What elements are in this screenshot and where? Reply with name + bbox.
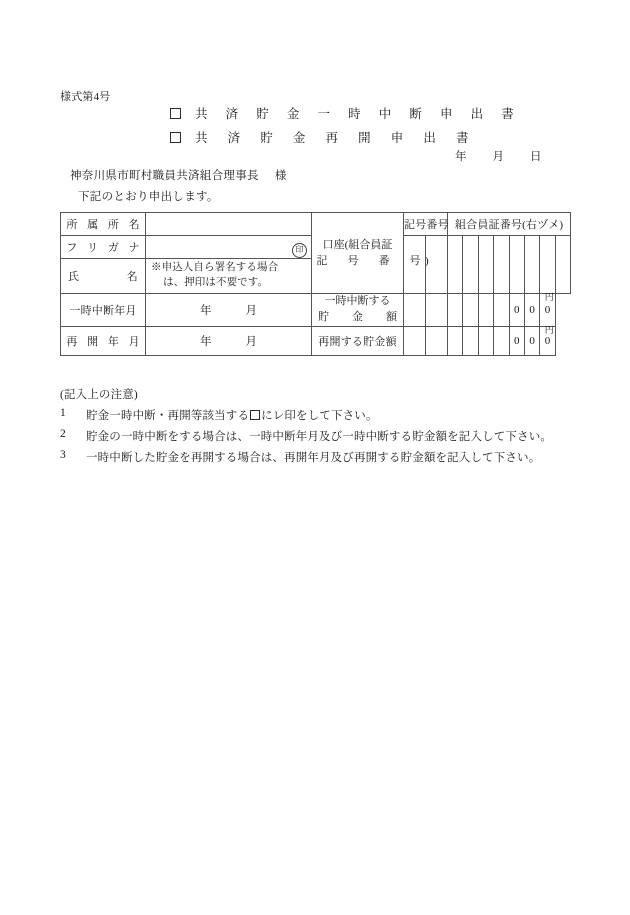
cell-suspend-amount-label — [312, 294, 404, 327]
cell-resume-amt-7: 0 — [509, 326, 524, 355]
suspend-amount-label-line1: 一時中断する — [324, 295, 391, 307]
instruction-3-text: 一時中断した貯金を再開する場合は、再開年月及び再開する貯金額を記入して下さい。 — [86, 452, 541, 464]
name-note-line1: ※申込人自ら署名する場合 — [151, 262, 279, 274]
cell-furigana-input[interactable] — [146, 236, 312, 259]
application-table — [60, 212, 571, 356]
cell-resume-amt-2[interactable] — [426, 326, 448, 355]
cell-suspend-amt-4[interactable] — [463, 294, 478, 327]
cell-resume-amt-5[interactable] — [478, 326, 493, 355]
suspend-yen-label: 円 — [544, 292, 554, 302]
title-row-suspend — [170, 104, 521, 122]
cell-kumiai-6[interactable] — [524, 236, 539, 294]
cell-suspend-amt-1[interactable] — [404, 294, 426, 327]
cell-kumiai-4[interactable] — [494, 236, 509, 294]
suspend-year-label: 年 — [200, 304, 212, 317]
resume-yen-label: 円 — [544, 324, 554, 335]
checkbox-resume[interactable] — [170, 132, 181, 143]
cell-name-label — [61, 259, 146, 294]
cell-suspend-ym-label: 一時中断年月 — [61, 294, 146, 327]
table-row — [61, 326, 571, 355]
title-suspend-label: 共 済 貯 金 一 時 中 断 申 出 書 — [195, 107, 522, 121]
seal-icon: 印 — [292, 243, 307, 258]
instruction-1-text — [86, 407, 378, 423]
cell-suspend-amt-5[interactable] — [478, 294, 493, 327]
suspend-amount-label-block — [312, 294, 403, 326]
cell-resume-amt-3[interactable] — [448, 326, 463, 355]
cell-office-name-label — [61, 213, 146, 236]
suspend-month-label: 月 — [245, 304, 257, 317]
cell-kumiai-3[interactable] — [478, 236, 493, 294]
account-label-block — [312, 237, 434, 270]
cell-name-input[interactable] — [146, 259, 312, 294]
instruction-2-text: 貯金の一時中断をする場合は、一時中断年月及び一時中断する貯金額を記入して下さい。 — [86, 431, 552, 443]
instruction-1-text-before: 貯金一時中断・再開等該当する — [86, 410, 250, 422]
name-label-char1: 氏 — [68, 271, 80, 283]
application-table-wrapper — [60, 212, 570, 356]
submission-date — [455, 148, 542, 164]
cell-resume-amt-8: 0 — [524, 326, 539, 355]
addressee-honorific: 様 — [274, 170, 287, 182]
cell-resume-amt-4[interactable] — [463, 326, 478, 355]
suspend-amount-label-line2: 貯 金 額 — [318, 310, 403, 323]
addressee-name: 神奈川県市町村職員共済組合理事長 — [70, 170, 259, 182]
cell-furigana-label — [61, 236, 146, 259]
cell-office-name-input[interactable] — [146, 213, 312, 236]
account-label-line1: 口座(組合員証 — [322, 238, 393, 251]
cell-kumiai-5[interactable] — [509, 236, 524, 294]
suspend-amt-digit-9: 0 — [544, 303, 551, 316]
resume-month-label: 月 — [245, 335, 257, 348]
kigou-bangou-header: 記号番号 — [404, 213, 448, 236]
cell-resume-amt-9 — [540, 326, 555, 355]
instruction-1-text-after: にレ印をして下さい。 — [261, 410, 378, 422]
name-note-line2: は、押印は不要です。 — [163, 276, 269, 288]
cell-kumiai-2[interactable] — [463, 236, 478, 294]
cell-suspend-amt-6[interactable] — [494, 294, 509, 327]
addressee — [70, 167, 287, 183]
date-year-label: 年 — [455, 151, 467, 163]
resume-amt-digit-9: 0 — [544, 334, 551, 347]
resume-ym-label: 再 開 年 月 — [66, 335, 144, 348]
name-label — [61, 268, 145, 284]
furigana-label: フ リ ガ ナ — [66, 242, 144, 254]
date-month-label: 月 — [492, 151, 504, 163]
instruction-1-number: 1 — [60, 407, 66, 419]
cell-suspend-ym-input[interactable] — [146, 294, 312, 327]
cell-suspend-amt-3[interactable] — [448, 294, 463, 327]
checkbox-suspend[interactable] — [170, 108, 181, 119]
instruction-2-number: 2 — [60, 428, 66, 440]
instruction-item-2 — [60, 428, 590, 444]
cell-suspend-amt-7: 0 — [509, 294, 524, 327]
cell-resume-amt-1[interactable] — [404, 326, 426, 355]
form-number: 様式第4号 — [60, 91, 111, 103]
cell-suspend-amt-2[interactable] — [426, 294, 448, 327]
cell-suspend-amt-9 — [540, 294, 555, 327]
cell-resume-amount-label: 再開する貯金額 — [312, 326, 404, 355]
instructions-section — [60, 386, 590, 470]
cell-kumiai-8[interactable] — [555, 236, 571, 294]
title-resume-label: 共 済 貯 金 再 開 申 出 書 — [195, 131, 478, 145]
cell-resume-ym-label — [61, 326, 146, 355]
cell-suspend-amt-8: 0 — [524, 294, 539, 327]
cell-resume-amt-6[interactable] — [494, 326, 509, 355]
cell-account-label — [312, 213, 434, 294]
instruction-3-number: 3 — [60, 449, 66, 461]
instruction-item-3 — [60, 449, 590, 465]
checkbox-glyph-icon — [250, 410, 260, 420]
date-day-label: 日 — [530, 151, 542, 163]
table-row — [61, 213, 571, 236]
instruction-item-1 — [60, 407, 590, 423]
account-label-line2: 記 号 番 号) — [316, 255, 434, 267]
table-row — [61, 294, 571, 327]
instructions-heading: (記入上の注意) — [60, 389, 138, 401]
name-note — [146, 260, 311, 291]
cell-kumiai-7[interactable] — [540, 236, 555, 294]
name-label-char2: 名 — [126, 271, 138, 283]
office-name-label: 所 属 所 名 — [66, 219, 144, 231]
lead-text: 下記のとおり申出します。 — [78, 191, 219, 203]
kumiai-bangou-header: 組合員証番号(右ヅメ) — [448, 213, 571, 236]
cell-resume-ym-input[interactable] — [146, 326, 312, 355]
cell-kumiai-1[interactable] — [448, 236, 463, 294]
title-row-resume — [170, 128, 477, 146]
resume-year-label: 年 — [200, 335, 212, 348]
